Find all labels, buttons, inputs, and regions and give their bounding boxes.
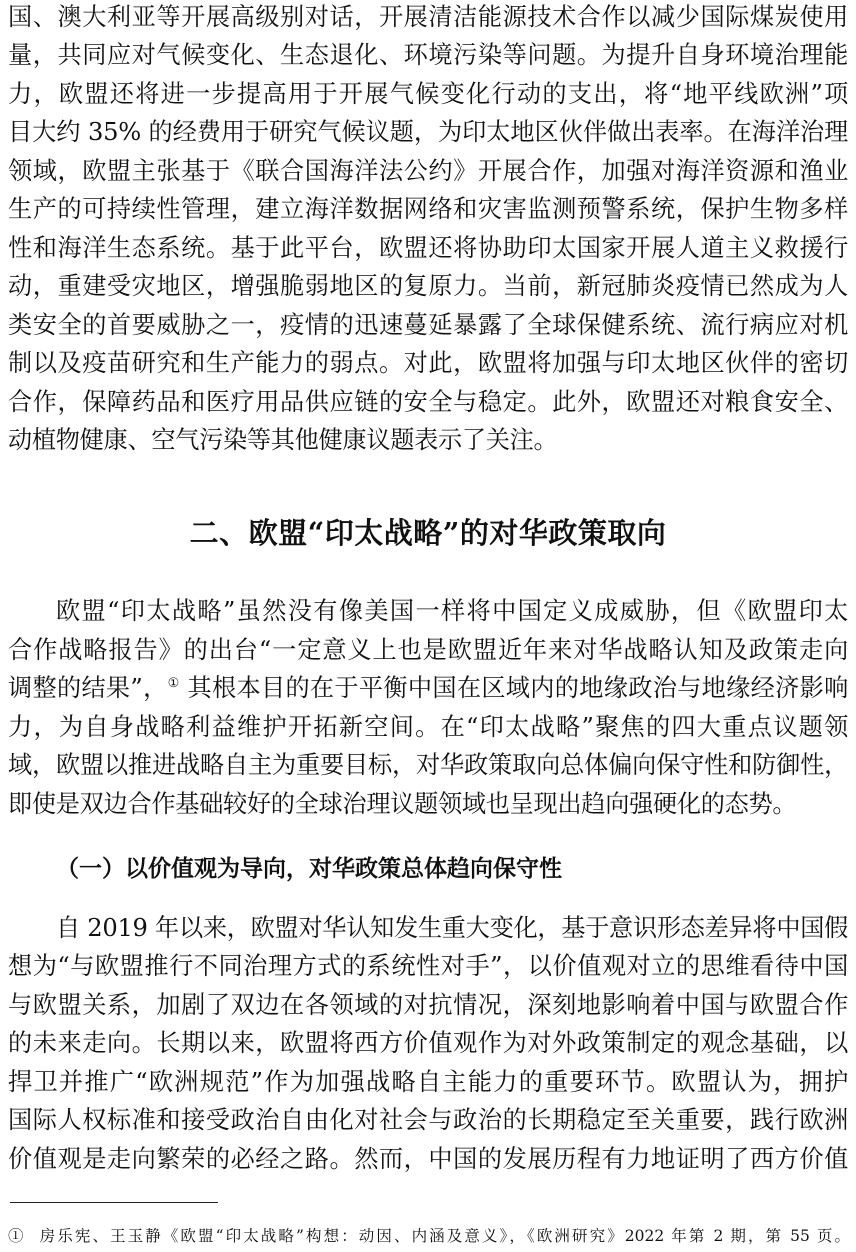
paragraph-2-line-4: 力，为自身战略利益维护开拓新空间。在“印太战略”聚焦的四大重点议题领	[8, 713, 848, 741]
paragraph-3-line-4: 的未来走向。长期以来，欧盟将西方价值观作为对外政策制定的观念基础，以	[8, 1029, 848, 1057]
paragraph-1-line-5: 领域，欧盟主张基于《联合国海洋法公约》开展合作，加强对海洋资源和渔业	[8, 157, 848, 185]
paragraph-3-line-6: 国际人权标准和接受政治自由化对社会与政治的长期稳定至关重要，践行欧洲	[8, 1106, 848, 1134]
paragraph-1-line-9: 类安全的首要威胁之一，疫情的迅速蔓延暴露了全球保健系统、流行病应对机	[8, 311, 848, 339]
paragraph-1-line-4: 目大约 35% 的经费用于研究气候议题，为印太地区伙伴做出表率。在海洋治理	[8, 118, 848, 146]
paragraph-1-line-3: 力，欧盟还将进一步提高用于开展气候变化行动的支出，将“地平线欧洲”项	[8, 80, 848, 108]
paragraph-1-line-1: 国、澳大利亚等开展高级别对话，开展清洁能源技术合作以减少国际煤炭使用	[8, 3, 848, 31]
footnote	[8, 1226, 850, 1246]
paragraph-1-line-8: 动，重建受灾地区，增强脆弱地区的复原力。当前，新冠肺炎疫情已然成为人	[8, 272, 848, 300]
paragraph-2-line-2: 合作战略报告》的出台“一定意义上也是欧盟近年来对华战略认知及政策走向	[8, 636, 848, 664]
footnote-text: 房乐宪、王玉静《欧盟“印太战略”构想：动因、内涵及意义》，《欧洲研究》2022 年第 2 期，第 55 页。	[39, 1227, 850, 1245]
paragraph-2-line-3-text-a: 调整的结果”，	[8, 674, 168, 702]
footnote-divider	[10, 1202, 218, 1203]
paragraph-2-line-3	[8, 673, 848, 703]
paragraph-1-line-2: 量，共同应对气候变化、生态退化、环境污染等问题。为提升自身环境治理能	[8, 41, 848, 69]
paragraph-3-line-2: 想为“与欧盟推行不同治理方式的系统性对手”，以价值观对立的思维看待中国	[8, 952, 848, 980]
paragraph-3-line-3: 与欧盟关系，加剧了双边在各领域的对抗情况，深刻地影响着中国与欧盟合作	[8, 991, 848, 1019]
footnote-reference[interactable]: ①	[167, 676, 180, 691]
paragraph-3-line-7: 价值观是走向繁荣的必经之路。然而，中国的发展历程有力地证明了西方价值	[8, 1145, 848, 1173]
paragraph-1-line-7: 性和海洋生态系统。基于此平台，欧盟还将协助印太国家开展人道主义救援行	[8, 234, 848, 262]
footnote-marker: ①	[8, 1227, 26, 1245]
paragraph-1-line-6: 生产的可持续性管理，建立海洋数据网络和灾害监测预警系统，保护生物多样	[8, 195, 848, 223]
paragraph-2-line-5: 域，欧盟以推进战略自主为重要目标，对华政策取向总体偏向保守性和防御性，	[8, 751, 848, 779]
paragraph-3-line-1: 自 2019 年以来，欧盟对华认知发生重大变化，基于意识形态差异将中国假	[56, 914, 848, 942]
paragraph-3-line-5: 捍卫并推广“欧洲规范”作为加强战略自主能力的重要环节。欧盟认为，拥护	[8, 1068, 848, 1096]
paragraph-2-line-6: 即使是双边合作基础较好的全球治理议题领域也呈现出趋向强硬化的态势。	[8, 790, 797, 818]
paragraph-2-line-3-text-b: 其根本目的在于平衡中国在区域内的地缘政治与地缘经济影响	[179, 674, 848, 702]
paragraph-1-line-12: 动植物健康、空气污染等其他健康议题表示了关注。	[8, 426, 558, 454]
paragraph-1-line-11: 合作，保障药品和医疗用品供应链的安全与稳定。此外，欧盟还对粮食安全、	[8, 388, 848, 416]
paragraph-2-line-1: 欧盟“印太战略”虽然没有像美国一样将中国定义成威胁，但《欧盟印太	[56, 597, 848, 625]
section-heading: 二、欧盟“印太战略”的对华政策取向	[189, 516, 667, 550]
subsection-heading: （一）以价值观为导向，对华政策总体趋向保守性	[56, 855, 562, 882]
paragraph-1-line-10: 制以及疫苗研究和生产能力的弱点。对此，欧盟将加强与印太地区伙伴的密切	[8, 349, 848, 377]
